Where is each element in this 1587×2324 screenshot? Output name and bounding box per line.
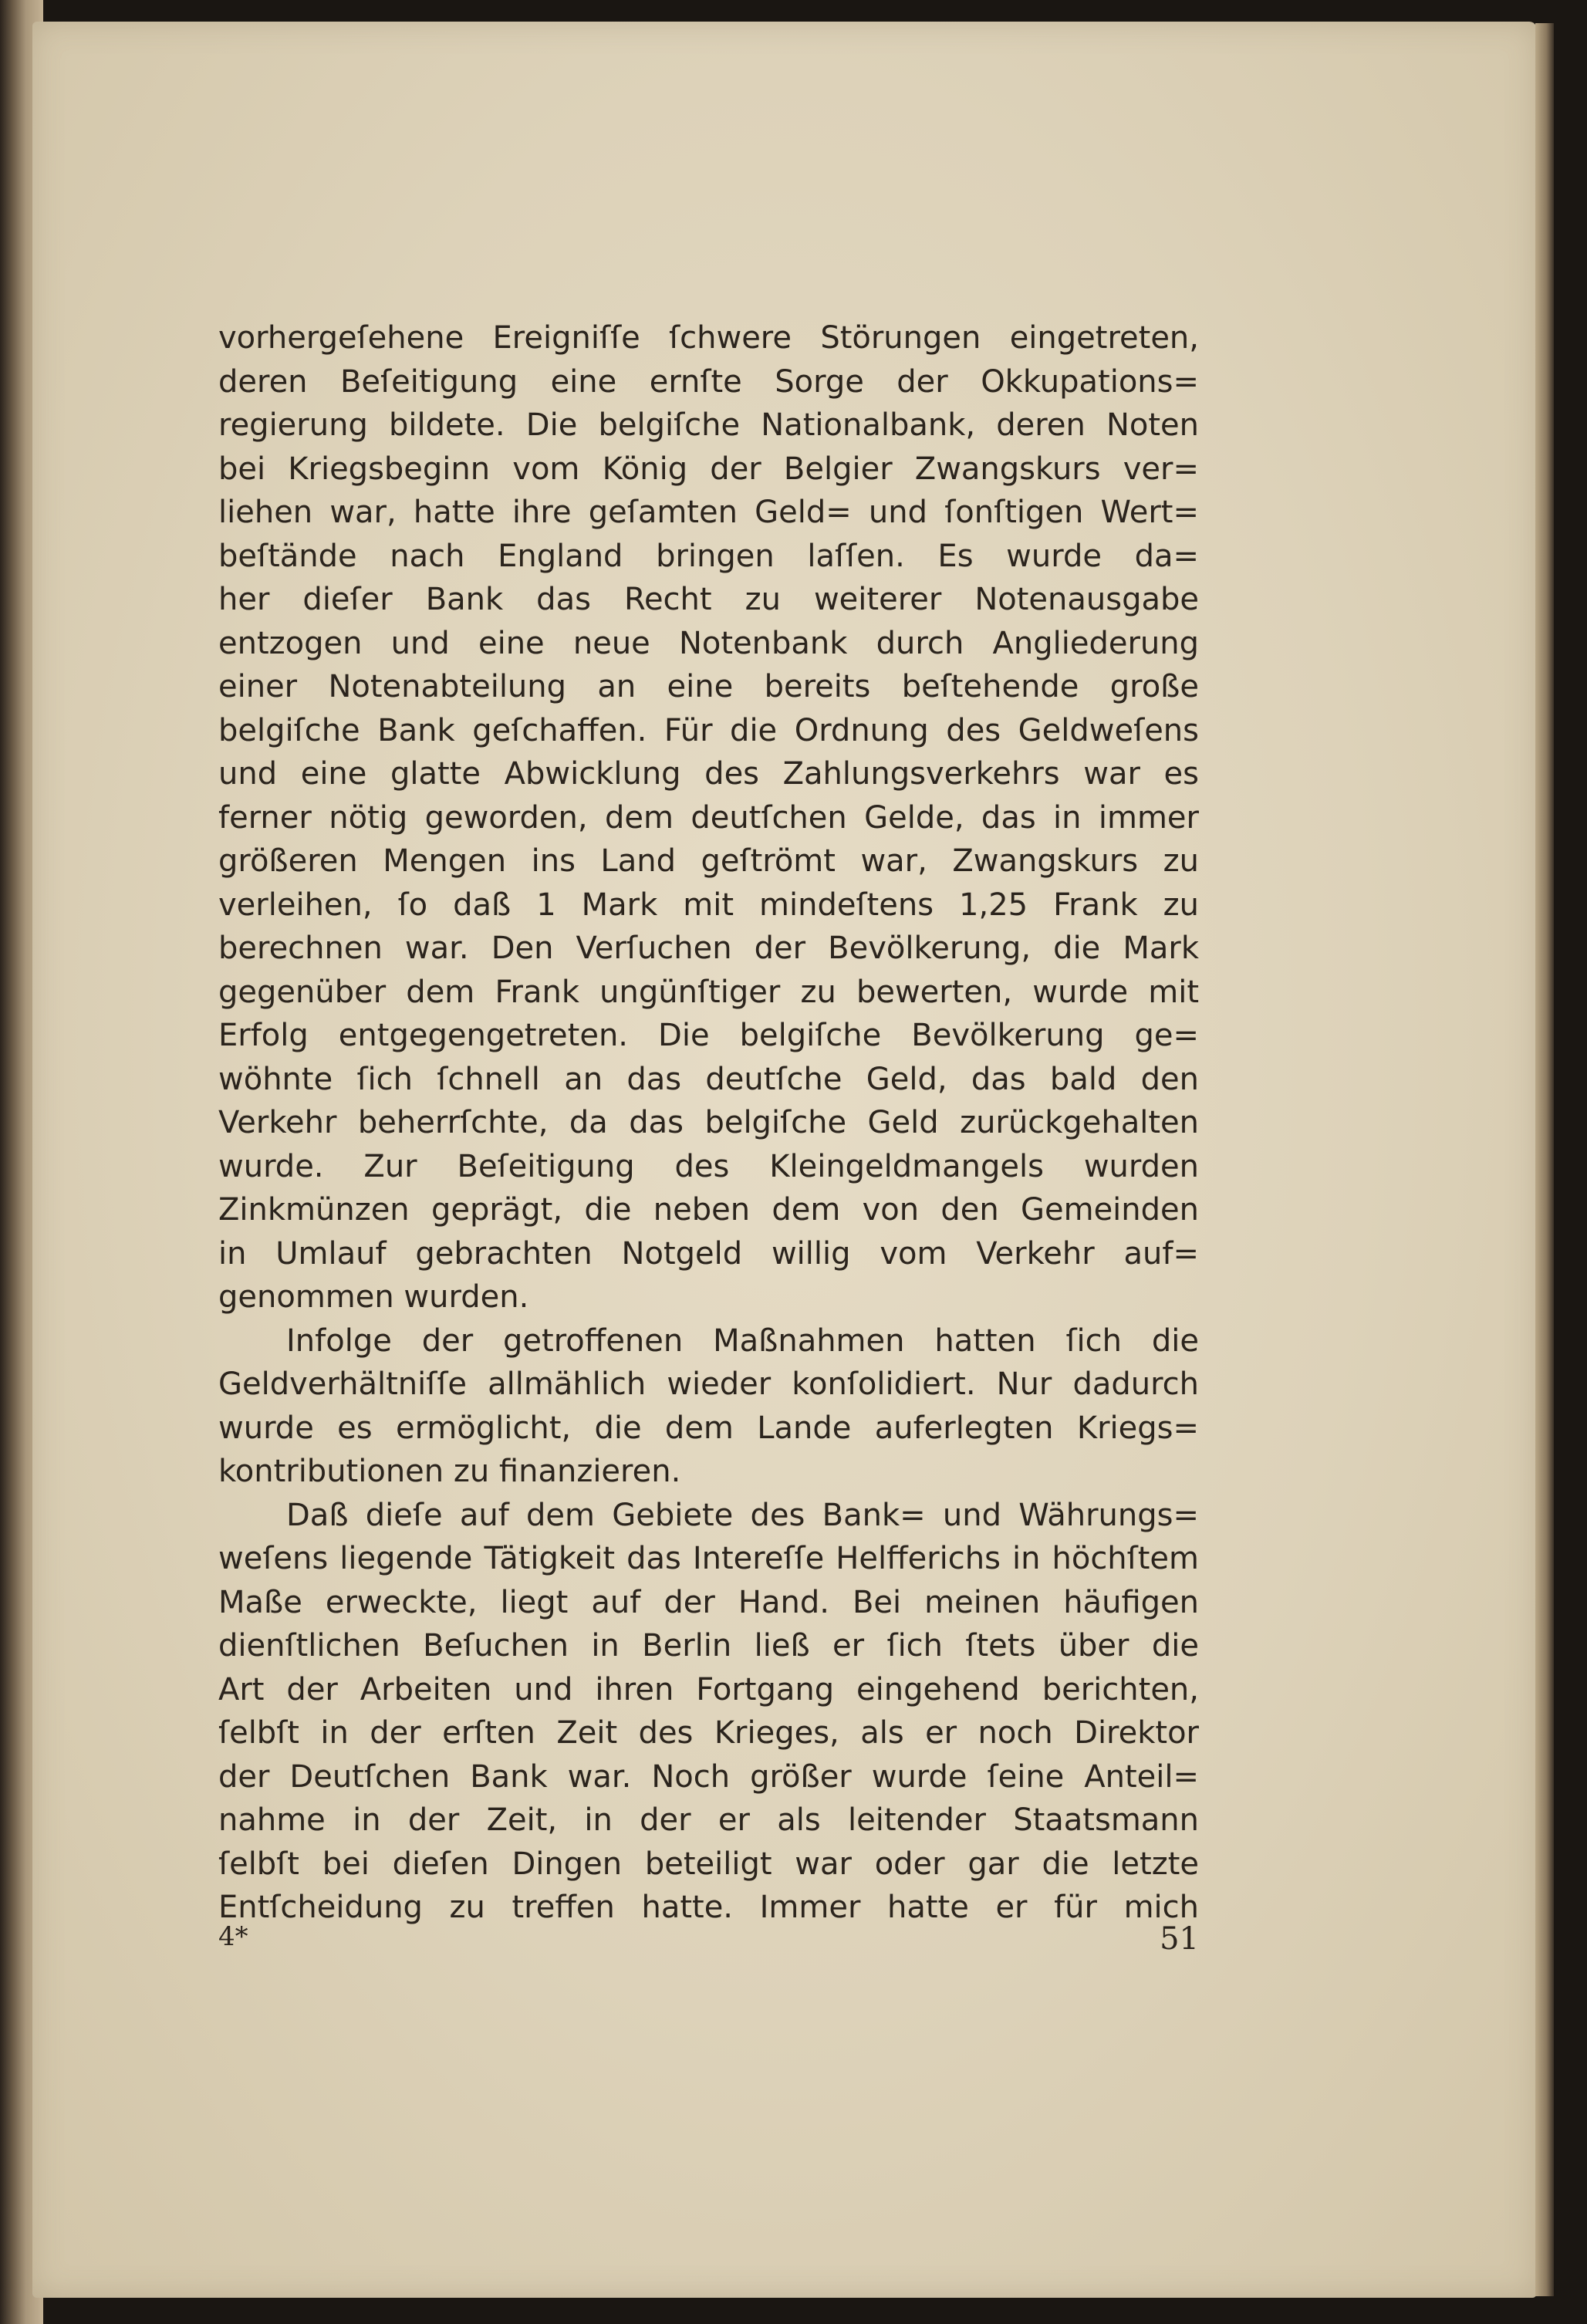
- text-line: größeren Mengen ins Land geſtrömt war, Zwangskurs zu: [218, 843, 1199, 879]
- text-line: Geldverhältniſſe allmählich wieder konſolidiert. Nur dadurch: [218, 1366, 1199, 1402]
- text-line: vorhergeſehene Ereigniſſe ſchwere Störungen eingetreten,: [218, 320, 1199, 356]
- text-line: her dieſer Bank das Recht zu weiterer Notenausgabe: [218, 582, 1199, 617]
- text-line: dienſtlichen Beſuchen in Berlin ließ er ſich ſtets über die: [218, 1628, 1199, 1664]
- text-line: Entſcheidung zu treffen hatte. Immer hatte er für mich: [218, 1890, 1199, 1925]
- text-line: berechnen war. Den Verſuchen der Bevölkerung, die Mark: [218, 931, 1199, 966]
- text-line: nahme in der Zeit, in der er als leitender Staatsmann: [218, 1802, 1199, 1838]
- text-line: wurde es ermöglicht, die dem Lande auferlegten Kriegs=: [218, 1410, 1199, 1446]
- text-line: Art der Arbeiten und ihren Fortgang eingehend berichten,: [218, 1671, 1199, 1708]
- text-line: und eine glatte Abwicklung des Zahlungsverkehrs war es: [218, 756, 1199, 792]
- body-text: [218, 316, 1199, 1930]
- text-line: Daß dieſe auf dem Gebiete des Bank= und Währungs=: [286, 1497, 1199, 1533]
- page-footer: [218, 1921, 1199, 1968]
- text-line: deren Beſeitigung eine ernſte Sorge der Okkupations=: [218, 363, 1199, 400]
- text-line: ferner nötig geworden, dem deutſchen Gelde, das in immer: [218, 799, 1199, 836]
- text-line: Erfolg entgegengetreten. Die belgiſche Bevölkerung ge=: [218, 1018, 1199, 1053]
- text-line: wurde. Zur Beſeitigung des Kleingeldmangels wurden: [218, 1148, 1199, 1184]
- text-line: in Umlauf gebrachten Notgeld willig vom Verkehr auf=: [218, 1235, 1199, 1272]
- text-line: wöhnte ſich ſchnell an das deutſche Geld, das bald den: [218, 1061, 1199, 1097]
- text-line: beſtände nach England bringen laſſen. Es wurde da=: [218, 538, 1199, 574]
- text-line: genommen wurden.: [218, 1279, 529, 1315]
- text-line: weſens liegende Tätigkeit das Intereſſe Helfferichs in höchſtem: [218, 1541, 1199, 1576]
- page-right-edge: [1535, 23, 1554, 2296]
- signature-mark: 4*: [218, 1921, 248, 1952]
- text-line: verleihen, ſo daß 1 Mark mit mindeſtens 1,25 Frank zu: [218, 887, 1199, 923]
- text-line: Maße erweckte, liegt auf der Hand. Bei meinen häufigen: [218, 1584, 1199, 1620]
- text-line: entzogen und eine neue Notenbank durch Angliederung: [218, 625, 1199, 661]
- text-line: bei Kriegsbeginn vom König der Belgier Zwangskurs ver=: [218, 451, 1199, 487]
- text-line: regierung bildete. Die belgiſche Nationalbank, deren Noten: [218, 407, 1199, 443]
- text-line: Verkehr beherrſchte, da das belgiſche Geld zurückgehalten: [218, 1105, 1199, 1140]
- text-line: Infolge der getroffenen Maßnahmen hatten ſich die: [286, 1322, 1199, 1359]
- text-line: Zinkmünzen geprägt, die neben dem von den Gemeinden: [218, 1192, 1199, 1228]
- text-line: gegenüber dem Frank ungünſtiger zu bewerten, wurde mit: [218, 974, 1199, 1010]
- text-line: einer Notenabteilung an eine bereits beſtehende große: [218, 669, 1199, 704]
- page-number: 51: [1160, 1921, 1199, 1957]
- text-line: kontributionen zu finanzieren.: [218, 1454, 681, 1489]
- text-line: belgiſche Bank geſchaffen. Für die Ordnung des Geldweſens: [218, 712, 1199, 748]
- text-line: der Deutſchen Bank war. Noch größer wurde ſeine Anteil=: [218, 1758, 1199, 1795]
- text-line: ſelbſt bei dieſen Dingen beteiligt war oder gar die letzte: [218, 1846, 1199, 1882]
- text-line: liehen war, hatte ihre geſamten Geld= und ſonſtigen Wert=: [218, 495, 1199, 530]
- text-line: ſelbſt in der erſten Zeit des Krieges, als er noch Direktor: [218, 1715, 1199, 1751]
